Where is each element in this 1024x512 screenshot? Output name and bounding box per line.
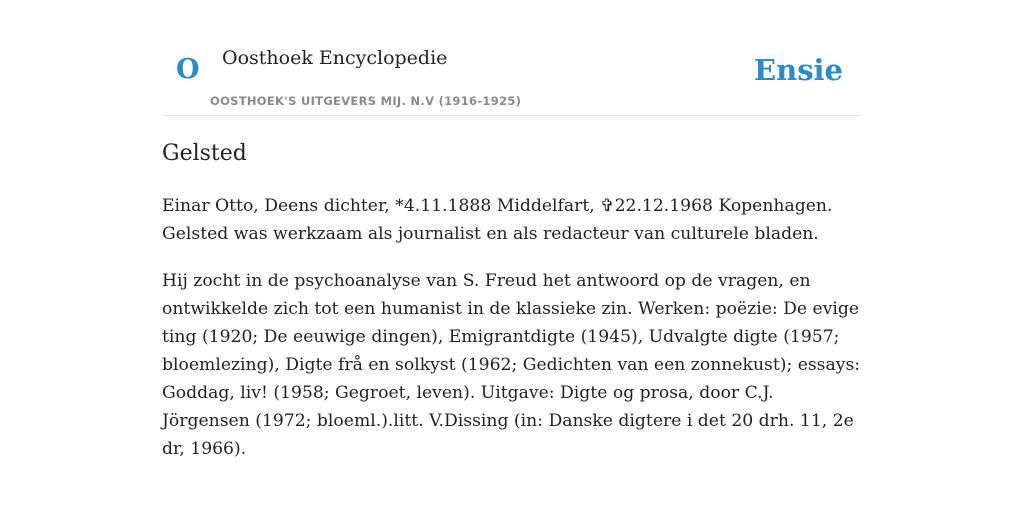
entry-paragraph: Hij zocht in de psychoanalyse van S. Freud het antwoord op de vragen, en ontwikkelde zich tot een humanist in de klassieke zin. Werken: poëzie: De evige ting (1920; De eeuwige dingen), Emigrantdigte (1945), Udvalgte digte (1957; bloemlezing), Digte frå en solkyst (1962; Gedichten van een zonnekust); essays: Goddag, liv! (1958; Gegroet, leven). Uitgave: Digte og prosa, door C.J. Jörgensen (1972; bloeml.).litt. V.Dissing (in: Danske digtere i det 20 drh. 11, 2e dr, 1966). (162, 271, 861, 459)
encyclopedia-title[interactable]: Oosthoek Encyclopedie (222, 47, 448, 69)
ensie-brand-link[interactable]: Ensie (754, 53, 843, 87)
entry-title: Gelsted (162, 141, 247, 166)
site-logo-letter[interactable]: O (176, 54, 200, 85)
entry-paragraph: Einar Otto, Deens dichter, *4.11.1888 Middelfart, ✞22.12.1968 Kopenhagen. Gelsted was werkzaam als journalist en als redacteur van culturele bladen. (162, 196, 833, 244)
publisher-subtitle: OOSTHOEK'S UITGEVERS MIJ. N.V (1916-1925) (210, 94, 522, 108)
site-header (162, 40, 862, 116)
